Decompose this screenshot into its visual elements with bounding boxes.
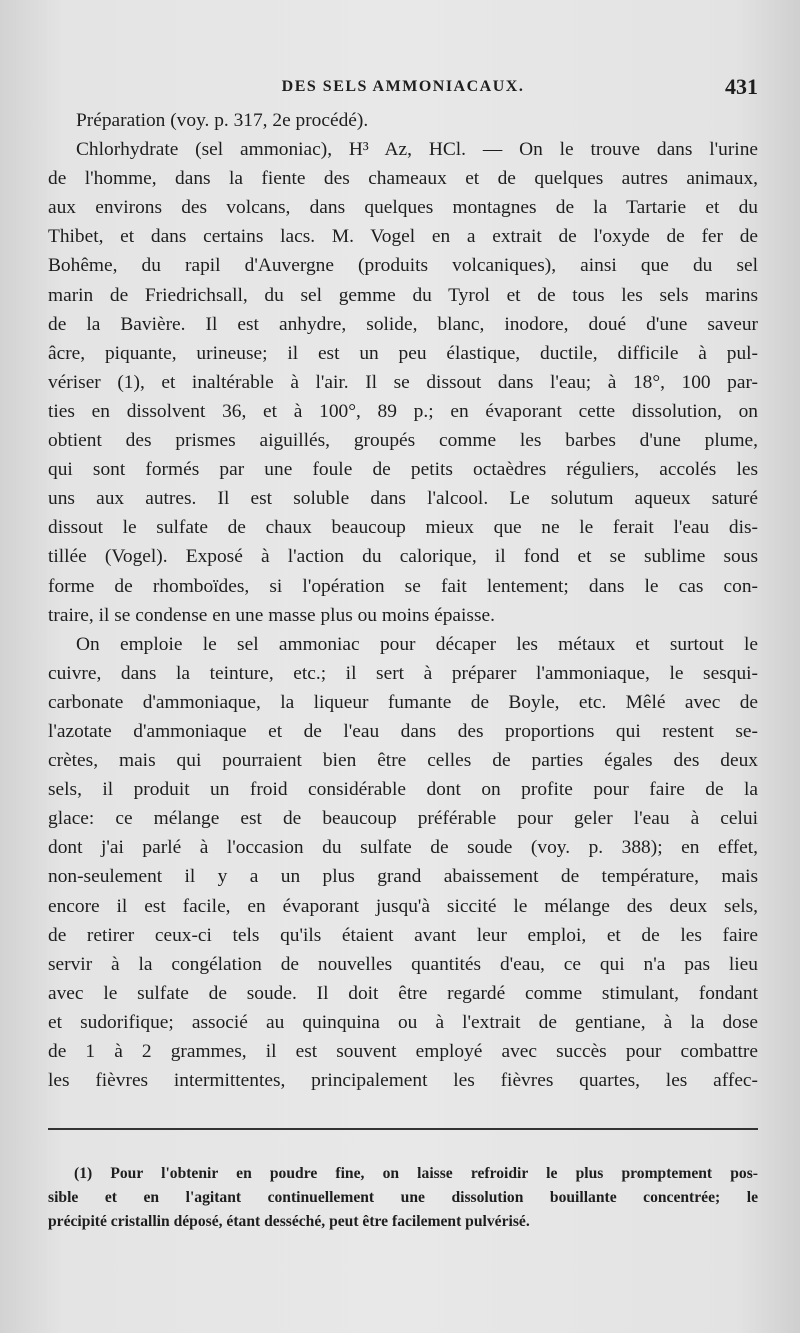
text-line: non-seulement il y a un plus grand abaissement de température, mais xyxy=(48,866,758,888)
text-line: de retirer ceux-ci tels qu'ils étaient avant leur emploi, et de les faire xyxy=(48,924,758,946)
text-line: dissout le sulfate de chaux beaucoup mieux que ne le ferait l'eau dis- xyxy=(48,517,758,539)
running-title: DES SELS AMMONIACAUX. xyxy=(281,78,525,95)
text-line: avec le sulfate de soude. Il doit être regardé comme stimulant, fondant xyxy=(48,982,758,1004)
footnote xyxy=(48,1162,758,1234)
text-line: Thibet, et dans certains lacs. M. Vogel en a extrait de l'oxyde de fer de xyxy=(48,226,758,248)
text-line: de la Bavière. Il est anhydre, solide, blanc, inodore, doué d'une saveur xyxy=(48,313,758,335)
text-line: traire, il se condense en une masse plus ou moins épaisse. xyxy=(48,604,495,626)
text-line: servir à la congélation de nouvelles quantités d'eau, ce qui n'a pas lieu xyxy=(48,953,758,975)
text-line: de 1 à 2 grammes, il est souvent employé avec succès pour combattre xyxy=(48,1041,758,1062)
text-line: encore il est facile, en évaporant jusqu'à siccité le mélange des deux sels, xyxy=(48,895,758,917)
text-line: vériser (1), et inaltérable à l'air. Il se dissout dans l'eau; à 18°, 100 par- xyxy=(48,371,758,393)
text-line: cuivre, dans la teinture, etc.; il sert à préparer l'ammoniaque, le sesqui- xyxy=(48,662,758,684)
text-line: qui sont formés par une foule de petits octaèdres réguliers, accolés les xyxy=(48,459,758,481)
text-line: On emploie le sel ammoniac pour décaper les métaux et surtout le xyxy=(76,633,758,655)
page-header xyxy=(48,74,758,104)
body-text xyxy=(48,106,758,1095)
footnote-line: précipité cristallin déposé, étant desséché, peut être facilement pulvérisé. xyxy=(48,1213,530,1230)
footnote-line: (1) Pour l'obtenir en poudre fine, on laisse refroidir le plus promptement pos- xyxy=(74,1165,758,1182)
text-line: obtient des prismes aiguillés, groupés comme les barbes d'une plume, xyxy=(48,430,758,452)
text-line: âcre, piquante, urineuse; il est un peu élastique, ductile, difficile à pul- xyxy=(48,342,758,364)
text-line: crètes, mais qui pourraient bien être celles de parties égales des deux xyxy=(48,750,758,772)
text-line: Chlorhydrate (sel ammoniac), H³ Az, HCl. — On le trouve dans l'urine xyxy=(76,139,758,161)
page-number: 431 xyxy=(725,74,758,99)
text-line: forme de rhomboïdes, si l'opération se fait lentement; dans le cas con- xyxy=(48,575,758,597)
text-line: marin de Friedrichsall, du sel gemme du Tyrol et de tous les sels marins xyxy=(48,284,758,306)
text-line: tillée (Vogel). Exposé à l'action du calorique, il fond et se sublime sous xyxy=(48,546,758,568)
text-line: sels, il produit un froid considérable dont on profite pour faire de la xyxy=(48,779,758,801)
text-line: aux environs des volcans, dans quelques montagnes de la Tartarie et du xyxy=(48,197,758,219)
text-line: dont j'ai parlé à l'occasion du sulfate de soude (voy. p. 388); en effet, xyxy=(48,837,758,859)
text-line: glace: ce mélange est de beaucoup préférable pour geler l'eau à celui xyxy=(48,808,758,830)
text-line: et sudorifique; associé au quinquina ou à l'extrait de gentiane, à la dose xyxy=(48,1011,758,1033)
text-line: uns aux autres. Il est soluble dans l'alcool. Le solutum aqueux saturé xyxy=(48,488,758,510)
footnote-divider xyxy=(48,1128,758,1130)
text-line: carbonate d'ammoniaque, la liqueur fumante de Boyle, etc. Mêlé avec de xyxy=(48,691,758,713)
text-line: l'azotate d'ammoniaque et de l'eau dans des proportions qui restent se- xyxy=(48,720,758,742)
text-line: les fièvres intermittentes, principalement les fièvres quartes, les affec- xyxy=(48,1070,758,1092)
text-line: ties en dissolvent 36, et à 100°, 89 p.; en évaporant cette dissolution, on xyxy=(48,400,758,422)
footnote-line: sible et en l'agitant continuellement une dissolution bouillante concentrée; le xyxy=(48,1189,758,1206)
text-line: de l'homme, dans la fiente des chameaux et de quelques autres animaux, xyxy=(48,168,758,190)
text-line: Préparation (voy. p. 317, 2e procédé). xyxy=(76,110,369,131)
text-line: Bohême, du rapil d'Auvergne (produits volcaniques), ainsi que du sel xyxy=(48,255,758,277)
